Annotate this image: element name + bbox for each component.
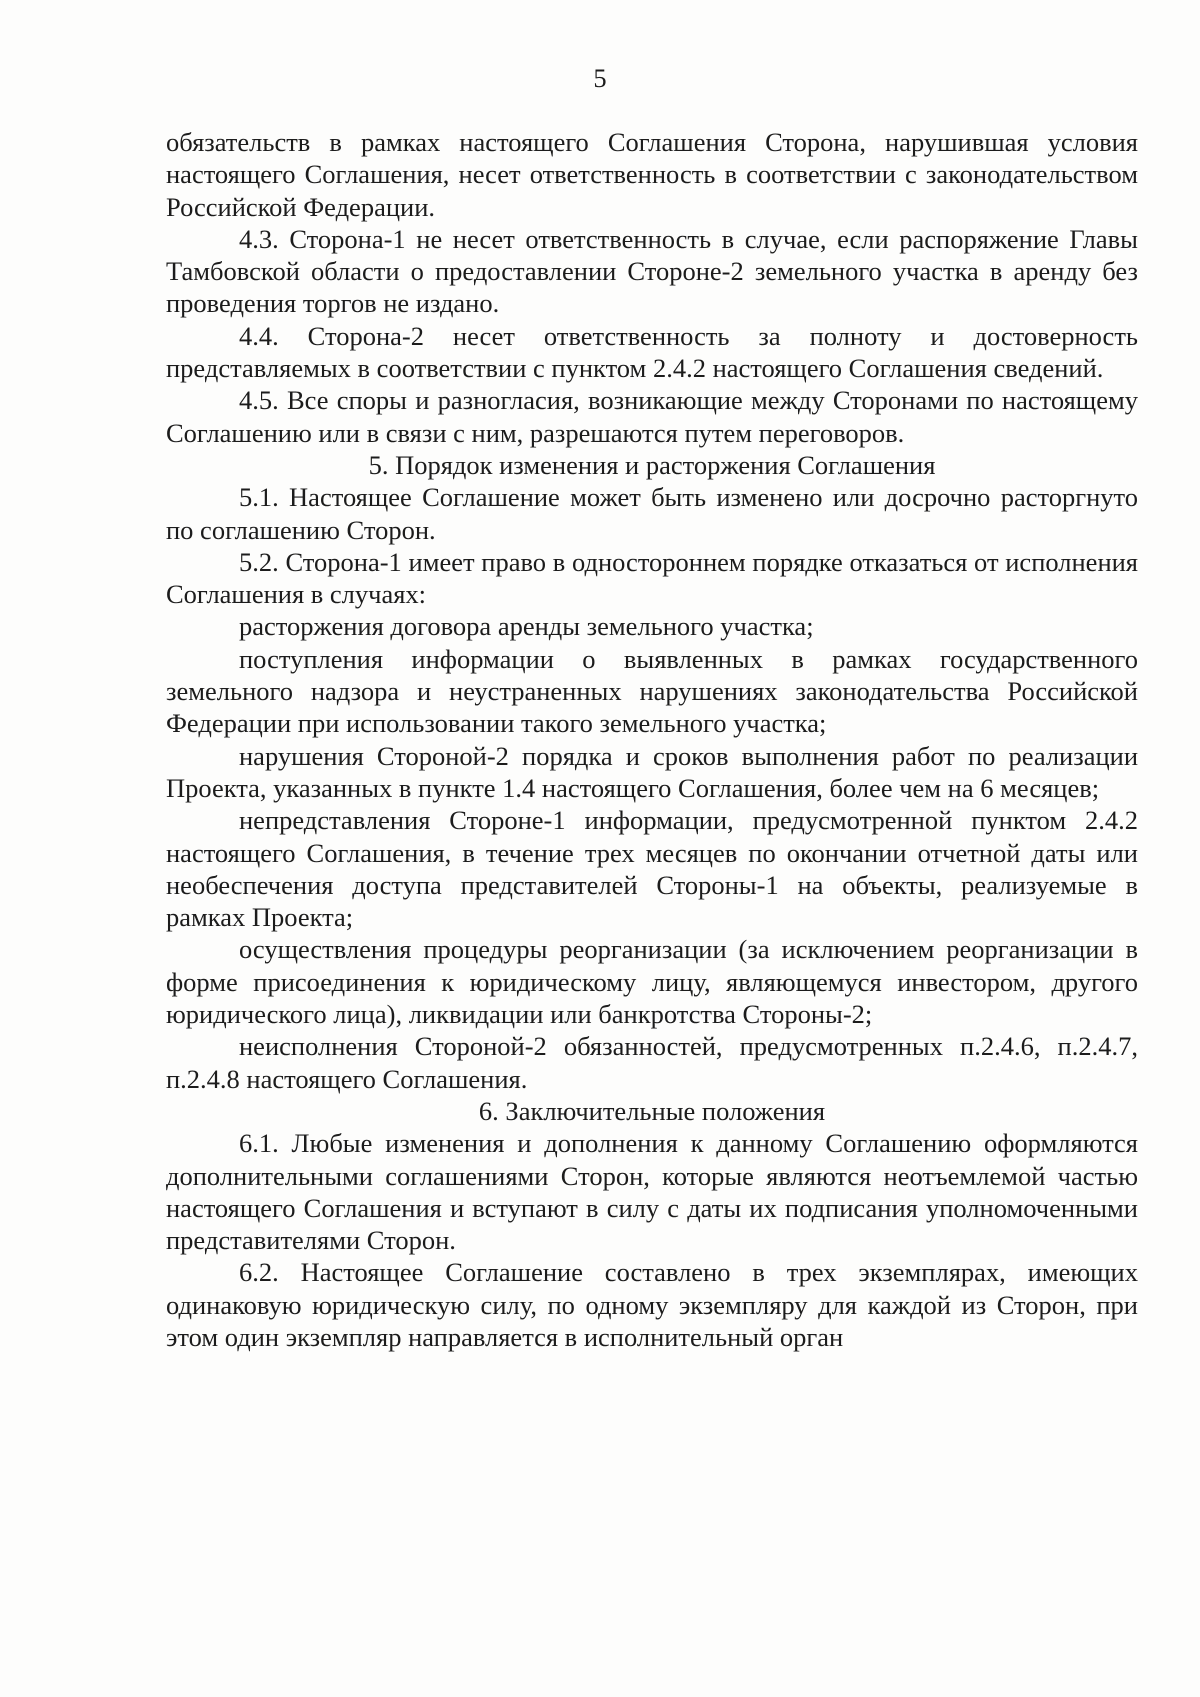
paragraph-4-3: 4.3. Сторона-1 не несет ответственность в случае, если распоряжение Главы Тамбовской области о предоставлении Стороне-2 земельного участка в аренду без проведения торгов не издано. bbox=[166, 223, 1138, 319]
case-item: поступления информации о выявленных в рамках государственного земельного надзора и неустраненных нарушениях законодательства Российской Федерации при использовании такого земельного участка; bbox=[166, 643, 1138, 739]
paragraph-6-1: 6.1. Любые изменения и дополнения к данному Соглашению оформляются дополнительными соглашениями Сторон, которые являются неотъемлемой частью настоящего Соглашения и вступают в силу с даты их подписания уполномоченными представителями Сторон. bbox=[166, 1128, 1138, 1256]
case-item: осуществления процедуры реорганизации (за исключением реорганизации в форме присоединения к юридическому лицу, являющемуся инвестором, другого юридического лица), ликвидации или банкротства Стороны-2; bbox=[166, 934, 1138, 1030]
paragraph-5-2: 5.2. Сторона-1 имеет право в одностороннем порядке отказаться от исполнения Соглашения в случаях: bbox=[166, 546, 1138, 610]
document-body bbox=[166, 126, 1138, 1353]
paragraph-5-1: 5.1. Настоящее Соглашение может быть изменено или досрочно расторгнуто по соглашению Сторон. bbox=[166, 482, 1138, 545]
paragraph-6-2: 6.2. Настоящее Соглашение составлено в трех экземплярах, имеющих одинаковую юридическую силу, по одному экземпляру для каждой из Сторон, при этом один экземпляр направляется в исполнительный орган bbox=[166, 1257, 1138, 1352]
section-6-heading: 6. Заключительные положения bbox=[478, 1095, 826, 1126]
case-item: неисполнения Стороной-2 обязанностей, предусмотренных п.2.4.6, п.2.4.7, п.2.4.8 настоящего Соглашения. bbox=[166, 1031, 1138, 1094]
case-item: нарушения Стороной-2 порядка и сроков выполнения работ по реализации Проекта, указанных в пункте 1.4 настоящего Соглашения, более чем на 6 месяцев; bbox=[166, 740, 1138, 803]
case-item: расторжения договора аренды земельного участка; bbox=[239, 611, 814, 642]
section-5-heading: 5. Порядок изменения и расторжения Соглашения bbox=[368, 449, 936, 480]
paragraph-4-4: 4.4. Сторона-2 несет ответственность за полноту и достоверность представляемых в соответствии с пунктом 2.4.2 настоящего Соглашения сведений. bbox=[166, 320, 1138, 384]
page-number: 5 bbox=[593, 63, 607, 93]
paragraph-4-5: 4.5. Все споры и разногласия, возникающие между Сторонами по настоящему Соглашению или в связи с ним, разрешаются путем переговоров. bbox=[166, 385, 1138, 448]
paragraph-continuation: обязательств в рамках настоящего Соглашения Сторона, нарушившая условия настоящего Соглашения, несет ответственность в соответствии с законодательством Российской Федерации. bbox=[166, 127, 1138, 222]
case-item: непредставления Стороне-1 информации, предусмотренной пунктом 2.4.2 настоящего Соглашения, в течение трех месяцев по окончании отчетной даты или необеспечения доступа представителей Стороны-1 на объекты, реализуемые в рамках Проекта; bbox=[166, 805, 1138, 933]
